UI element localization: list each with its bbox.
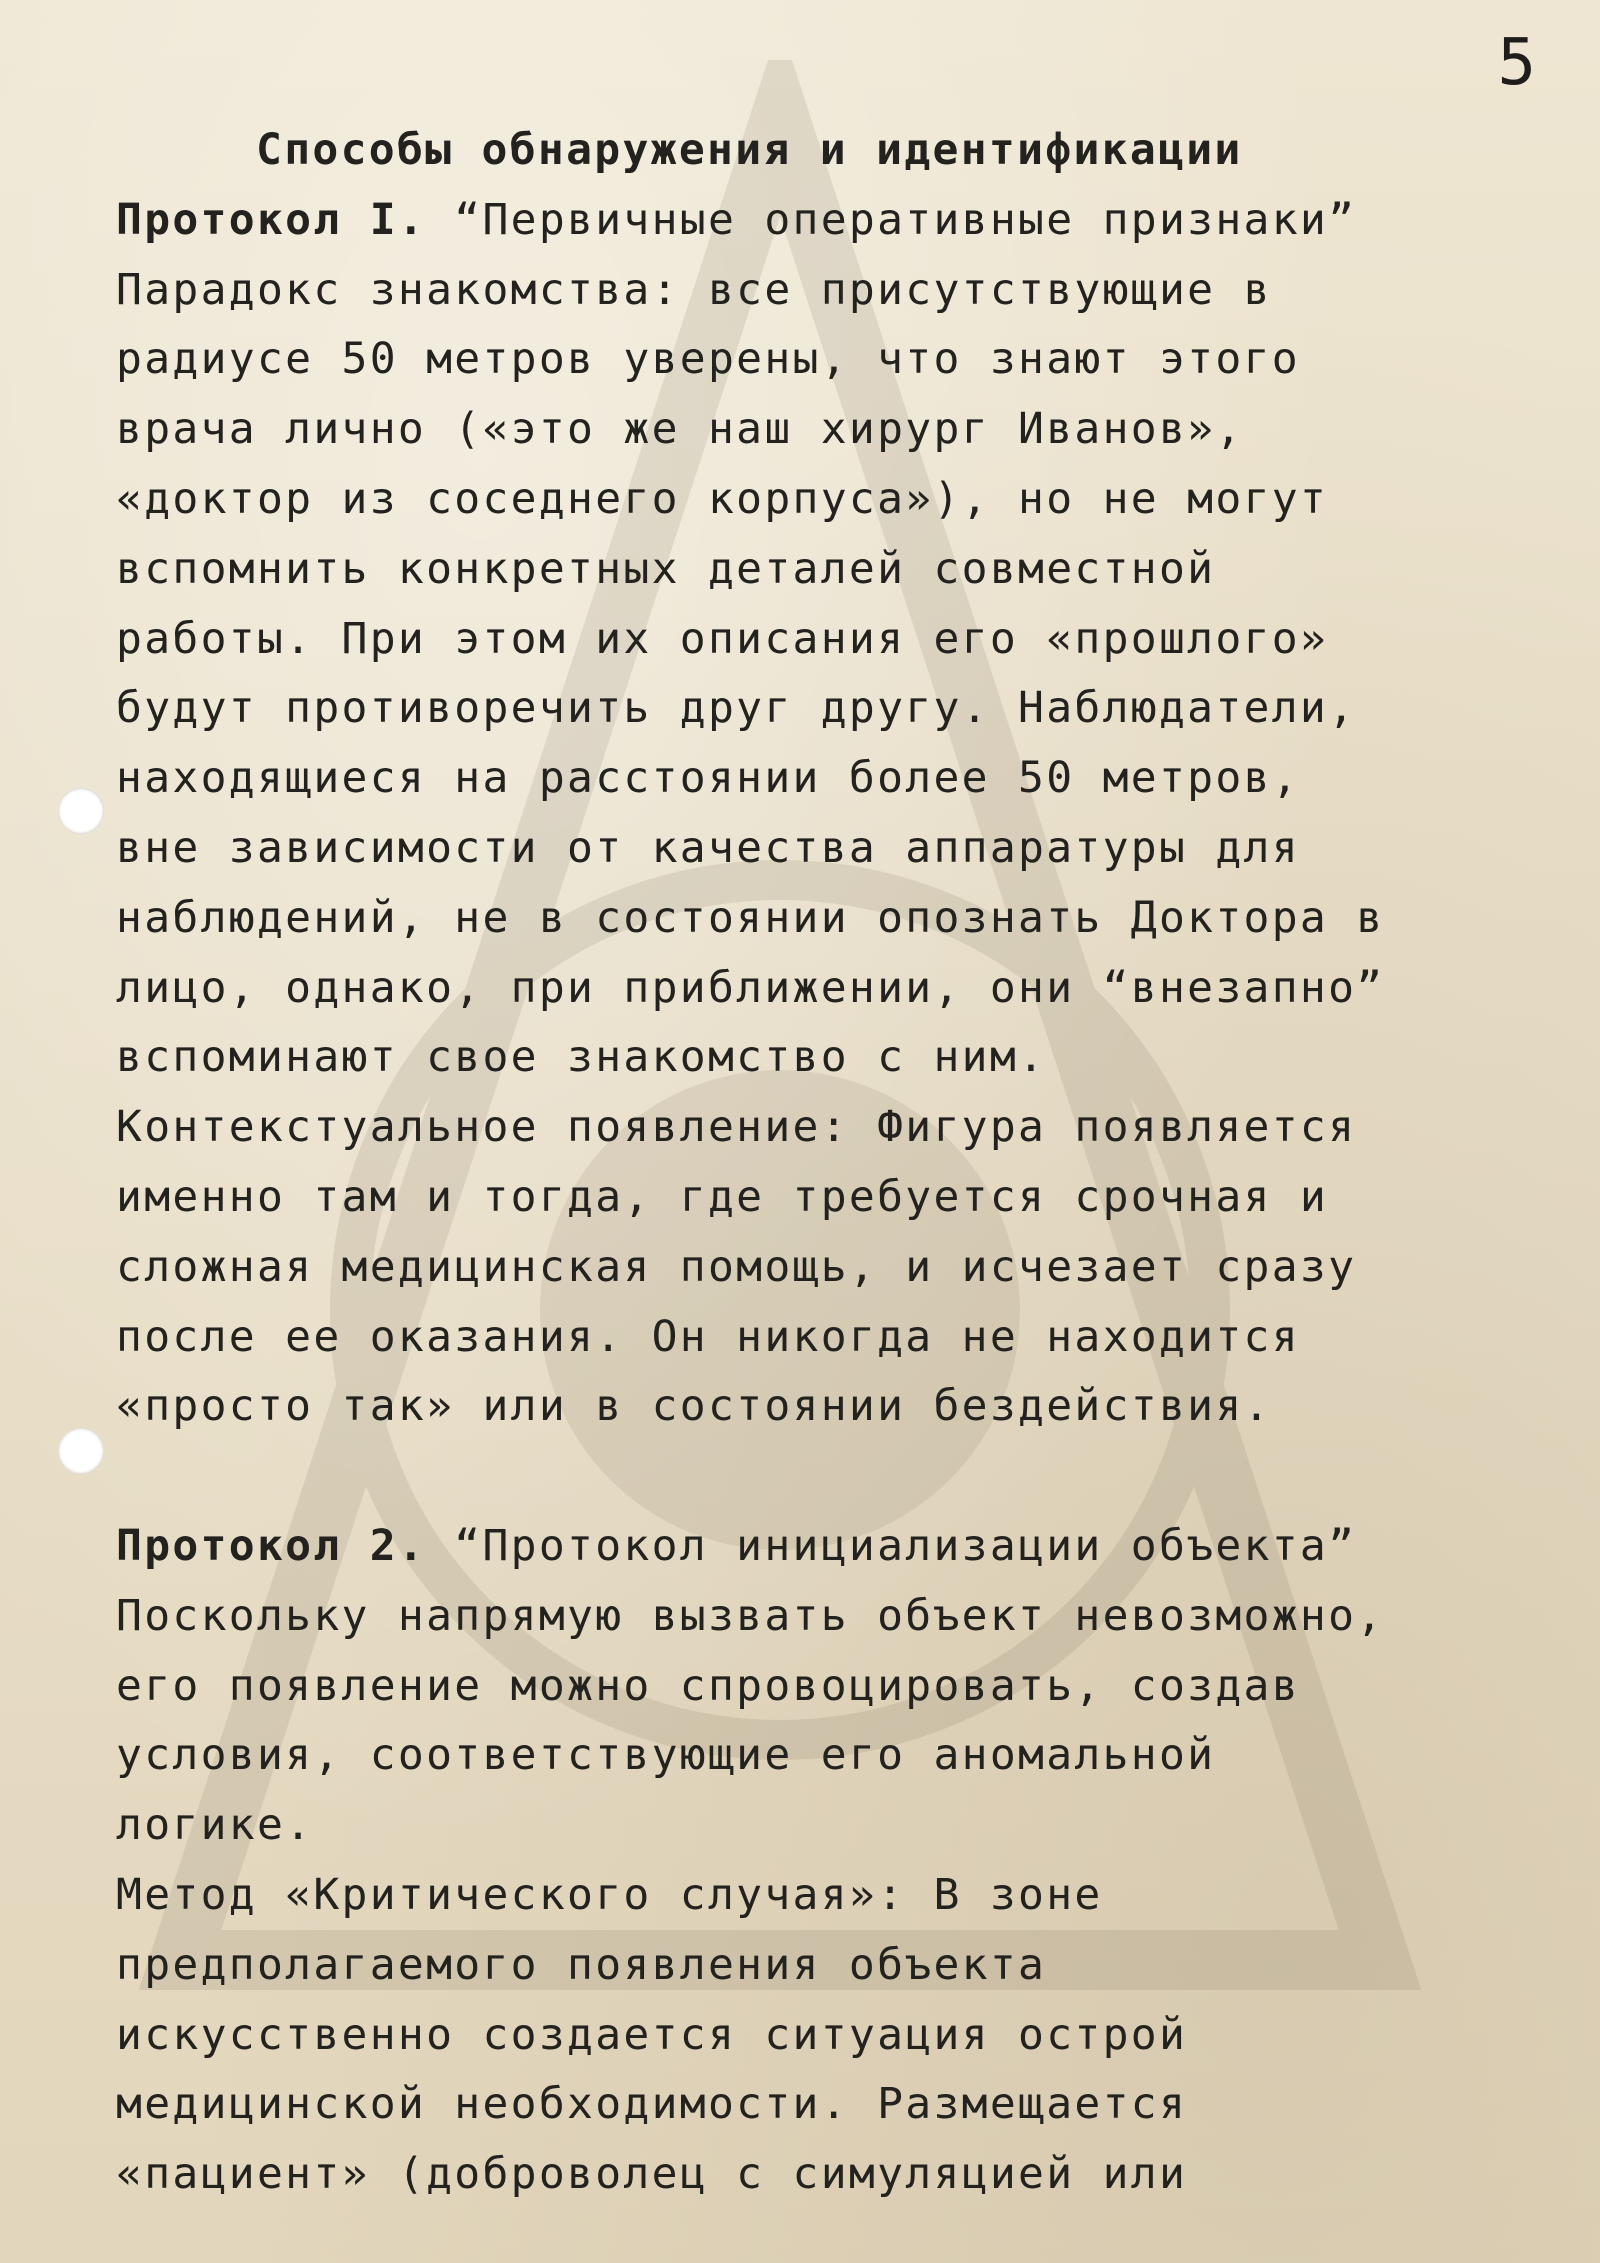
body-line: искусственно создается ситуация острой <box>116 2009 1188 2060</box>
protocol-2-heading <box>116 1512 1576 1582</box>
body-line: Метод «Критического случая»: В зоне <box>116 1869 1103 1920</box>
body-line: «просто так» или в состоянии бездействия. <box>116 1381 1272 1432</box>
body-line: Парадокс знакомства: все присутствующие в <box>116 264 1272 315</box>
body-line: Поскольку напрямую вызвать объект невозможно, <box>116 1590 1385 1641</box>
body-line: Контекстуальное появление: Фигура появляется <box>116 1102 1357 1153</box>
body-line: именно там и тогда, где требуется срочная и <box>116 1171 1329 1222</box>
body-line: врача лично («это же наш хирург Иванов», <box>116 404 1244 455</box>
protocol-2-name: “Протокол инициализации объекта” <box>454 1520 1357 1571</box>
body-line: вспомнить конкретных деталей совместной <box>116 543 1216 594</box>
punch-hole <box>58 788 104 834</box>
page-number: 5 <box>1497 26 1536 100</box>
body-line: вне зависимости от качества аппаратуры для <box>116 822 1300 873</box>
body-line: работы. При этом их описания его «прошлого» <box>116 613 1329 664</box>
punch-hole <box>58 1428 104 1474</box>
body-line: сложная медицинская помощь, и исчезает сразу <box>116 1241 1357 1292</box>
body-line: предполагаемого появления объекта <box>116 1939 1047 1990</box>
body-line: находящиеся на расстоянии более 50 метров, <box>116 753 1300 804</box>
protocol-1-name: “Первичные оперативные признаки” <box>454 194 1357 245</box>
body-line: логике. <box>116 1800 314 1851</box>
body-line: условия, соответствующие его аномальной <box>116 1730 1216 1781</box>
body-line: будут противоречить друг другу. Наблюдатели, <box>116 683 1357 734</box>
body-line: лицо, однако, при приближении, они “внезапно” <box>116 962 1385 1013</box>
blank-line <box>116 1442 1576 1512</box>
body-line: его появление можно спровоцировать, создав <box>116 1660 1300 1711</box>
protocol-1-heading <box>116 186 1576 256</box>
body-line: «доктор из соседнего корпуса»), но не могут <box>116 473 1329 524</box>
body-line: радиусе 50 метров уверены, что знают этого <box>116 334 1300 385</box>
document-body <box>116 116 1576 2210</box>
body-line: вспоминают свое знакомство с ним. <box>116 1032 1047 1083</box>
body-line: медицинской необходимости. Размещается <box>116 2079 1188 2130</box>
section-heading: Способы обнаружения и идентификации <box>256 125 1243 175</box>
protocol-2-label: Протокол 2. <box>116 1520 427 1571</box>
protocol-1-label: Протокол I. <box>116 194 427 245</box>
body-line: «пациент» (доброволец с симуляцией или <box>116 2149 1188 2200</box>
body-line: наблюдений, не в состоянии опознать Доктора в <box>116 892 1385 943</box>
body-line: после ее оказания. Он никогда не находится <box>116 1311 1300 1362</box>
